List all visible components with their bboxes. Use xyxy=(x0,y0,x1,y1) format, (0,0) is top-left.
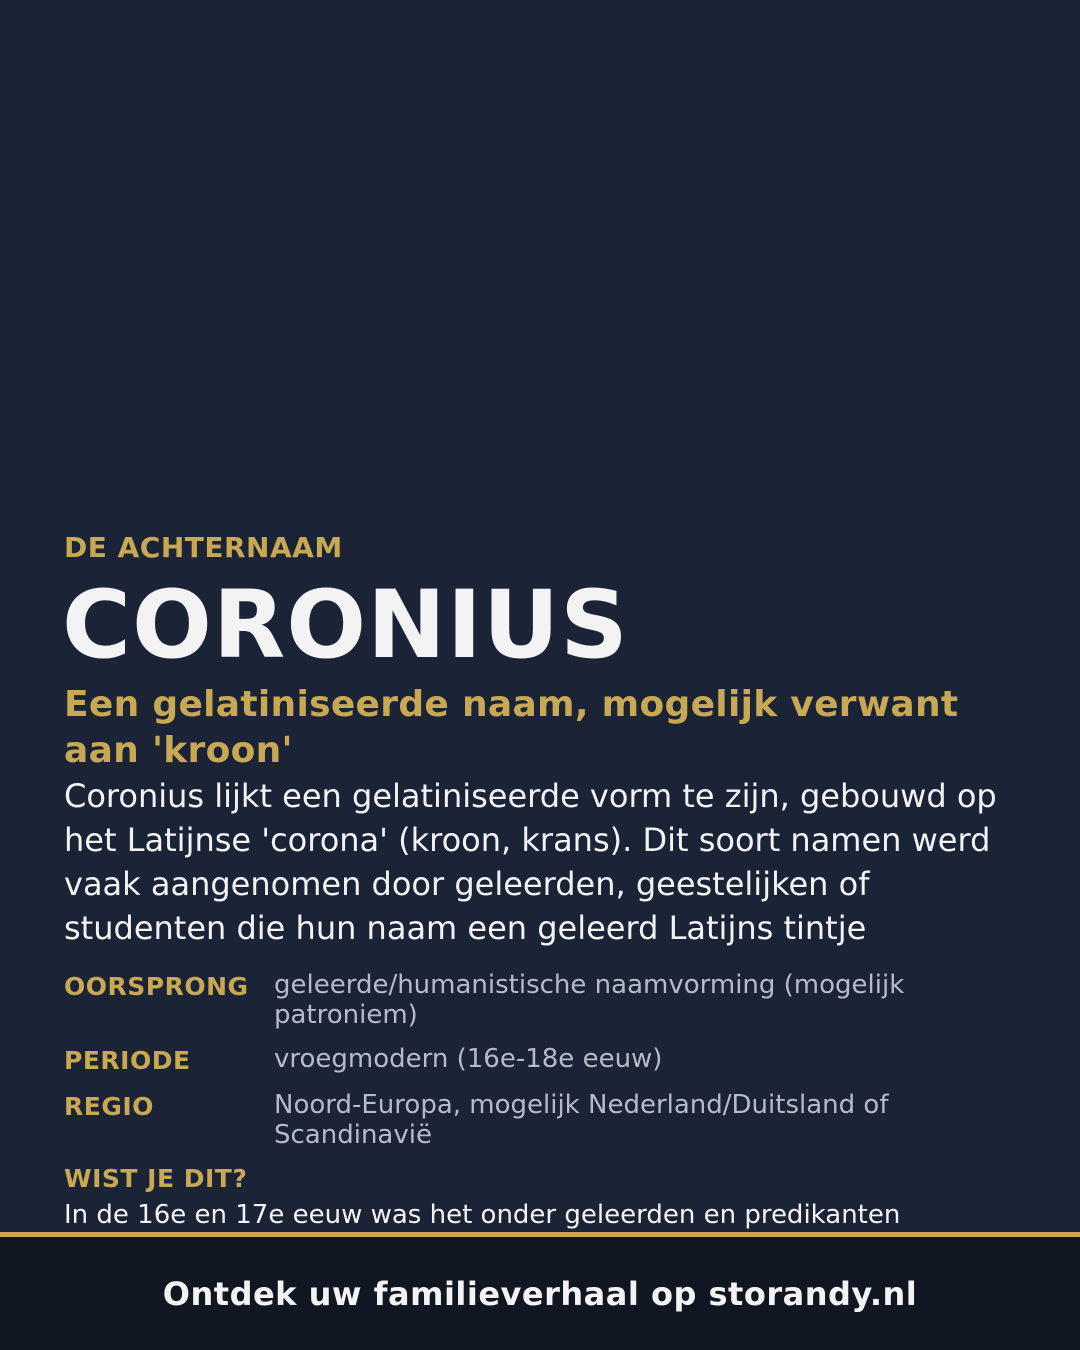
did-you-know-text: In de 16e en 17e eeuw was het onder geleerden en predikanten xyxy=(64,1200,901,1230)
surname-title: CORONIUS xyxy=(62,571,629,680)
content xyxy=(64,530,1024,1232)
did-you-know-label: WIST JE DIT? xyxy=(64,1164,248,1193)
fact-row-period xyxy=(64,1044,1024,1076)
fact-value: geleerde/humanistische naamvorming (mogelijk patroniem) xyxy=(274,970,905,1030)
fact-label: REGIO xyxy=(64,1092,154,1121)
footer-cta[interactable]: Ontdek uw familieverhaal op storandy.nl xyxy=(162,1274,918,1313)
eyebrow-label: DE ACHTERNAAM xyxy=(64,531,343,564)
fact-row-origin xyxy=(64,970,1024,1030)
footer-banner xyxy=(0,1232,1080,1350)
fact-label: PERIODE xyxy=(64,1046,191,1075)
surname-description: Coronius lijkt een gelatiniseerde vorm te zijn, gebouwd op het Latijnse 'corona' (kroon, krans). Dit soort namen werd vaak aangenomen door geleerden, geestelijken of studenten die hun naam een geleerd Latijns tintje xyxy=(64,777,997,947)
fact-row-region xyxy=(64,1090,1024,1150)
fact-value: vroegmodern (16e-18e eeuw) xyxy=(274,1044,663,1074)
surname-subtitle: Een gelatiniseerde naam, mogelijk verwant aan 'kroon' xyxy=(64,684,959,771)
facts-list xyxy=(64,970,1024,1150)
fact-label: OORSPRONG xyxy=(64,972,249,1001)
fact-value: Noord-Europa, mogelijk Nederland/Duitsland of Scandinavië xyxy=(274,1090,889,1150)
